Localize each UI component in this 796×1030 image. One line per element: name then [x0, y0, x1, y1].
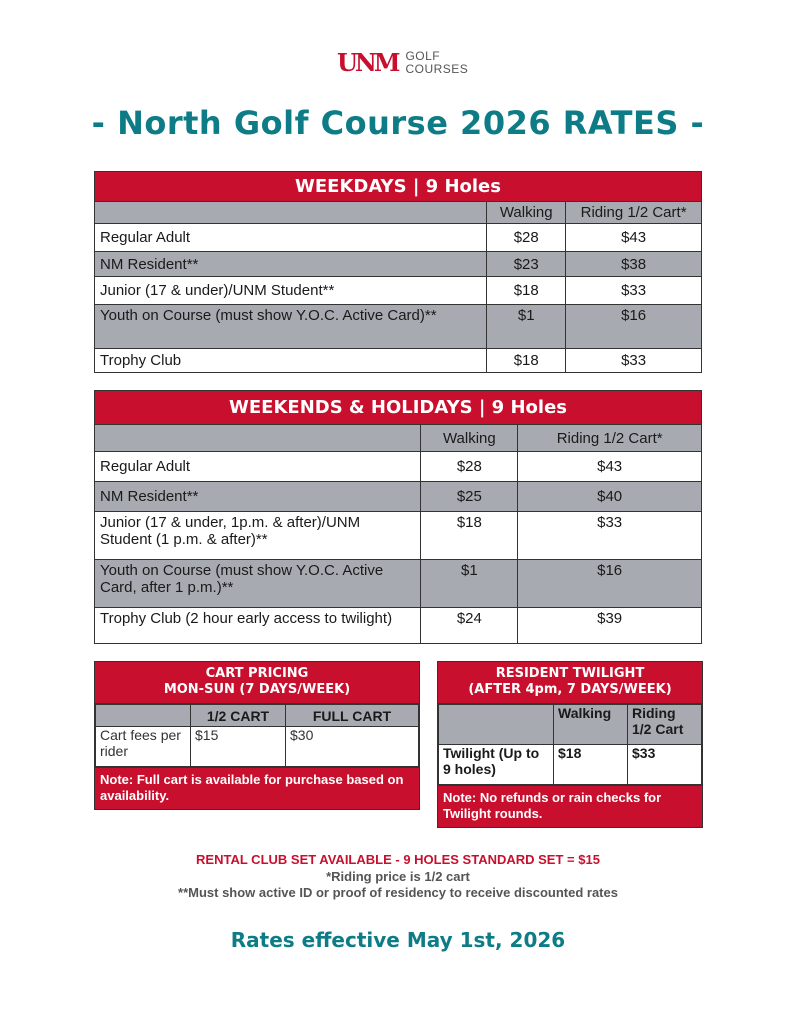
weekends-col-riding: Riding 1/2 Cart*	[518, 425, 702, 452]
rate-label: Regular Adult	[95, 452, 421, 482]
weekends-title: WEEKENDS & HOLIDAYS | 9 Holes	[95, 391, 702, 425]
rate-label: Trophy Club	[95, 349, 487, 373]
cart-row-label: Cart fees per rider	[96, 727, 191, 767]
cart-note: Note: Full cart is available for purchase based on availability.	[95, 767, 419, 809]
walking-price: $24	[421, 608, 518, 644]
table-row	[95, 277, 702, 305]
riding-price: $33	[566, 349, 702, 373]
residency-id-note: **Must show active ID or proof of residency to receive discounted rates	[178, 885, 618, 900]
rate-label: Junior (17 & under)/UNM Student**	[95, 277, 487, 305]
rate-label: Regular Adult	[95, 224, 487, 252]
rate-label: Junior (17 & under, 1p.m. & after)/UNM Student (1 p.m. & after)**	[95, 512, 421, 560]
twilight-table	[438, 704, 702, 785]
rate-label: Youth on Course (must show Y.O.C. Active Card)**	[95, 305, 487, 349]
logo-line-2: COURSES	[405, 62, 469, 76]
table-row	[95, 305, 702, 349]
twilight-note: Note: No refunds or rain checks for Twilight rounds.	[438, 785, 702, 827]
twilight-col-riding: Riding 1/2 Cart	[628, 705, 702, 745]
riding-price: $33	[566, 277, 702, 305]
riding-price: $39	[518, 608, 702, 644]
walking-price: $25	[421, 482, 518, 512]
weekends-col-blank	[95, 425, 421, 452]
twilight-header	[438, 662, 702, 704]
twilight-subtitle: (AFTER 4pm, 7 DAYS/WEEK)	[468, 682, 672, 697]
table-row	[95, 349, 702, 373]
rate-label: NM Resident**	[95, 482, 421, 512]
weekends-col-walking: Walking	[421, 425, 518, 452]
walking-price: $28	[487, 224, 566, 252]
rates-effective-date: Rates effective May 1st, 2026	[230, 928, 566, 952]
table-row	[96, 727, 419, 767]
cart-pricing-box	[94, 661, 420, 810]
rate-label: Youth on Course (must show Y.O.C. Active Card, after 1 p.m.)**	[95, 560, 421, 608]
unm-golf-logo	[337, 46, 468, 80]
rate-label: NM Resident**	[95, 252, 487, 277]
cart-half-price: $15	[191, 727, 286, 767]
page-title: - North Golf Course 2026 RATES -	[91, 104, 705, 142]
rate-label: Trophy Club (2 hour early access to twilight)	[95, 608, 421, 644]
walking-price: $28	[421, 452, 518, 482]
twilight-row-label: Twilight (Up to 9 holes)	[439, 745, 554, 785]
rental-club-note: RENTAL CLUB SET AVAILABLE - 9 HOLES STANDARD SET = $15	[196, 852, 600, 867]
table-row	[95, 224, 702, 252]
weekdays-col-blank	[95, 202, 487, 224]
table-row	[95, 608, 702, 644]
logo-text	[405, 50, 468, 76]
twilight-col-blank	[439, 705, 554, 745]
riding-price: $40	[518, 482, 702, 512]
riding-price-note: *Riding price is 1/2 cart	[326, 869, 470, 884]
walking-price: $18	[487, 349, 566, 373]
cart-pricing-header	[95, 662, 419, 704]
riding-price: $33	[518, 512, 702, 560]
weekdays-col-riding: Riding 1/2 Cart*	[566, 202, 702, 224]
twilight-col-walking: Walking	[554, 705, 628, 745]
table-row	[95, 252, 702, 277]
riding-price: $38	[566, 252, 702, 277]
riding-price: $43	[518, 452, 702, 482]
twilight-riding-price: $33	[628, 745, 702, 785]
table-row	[95, 452, 702, 482]
walking-price: $18	[421, 512, 518, 560]
walking-price: $23	[487, 252, 566, 277]
cart-pricing-title: CART PRICING	[205, 666, 309, 681]
weekdays-rates-table	[94, 171, 702, 373]
twilight-title: RESIDENT TWILIGHT	[495, 666, 645, 681]
riding-price: $16	[566, 305, 702, 349]
table-row	[95, 482, 702, 512]
walking-price: $18	[487, 277, 566, 305]
cart-pricing-table	[95, 704, 419, 767]
cart-full-price: $30	[286, 727, 419, 767]
cart-col-full: FULL CART	[286, 705, 419, 727]
twilight-walking-price: $18	[554, 745, 628, 785]
walking-price: $1	[421, 560, 518, 608]
cart-col-half: 1/2 CART	[191, 705, 286, 727]
cart-col-blank	[96, 705, 191, 727]
table-row	[439, 745, 702, 785]
resident-twilight-box	[437, 661, 703, 828]
weekdays-title: WEEKDAYS | 9 Holes	[95, 172, 702, 202]
logo-line-1: GOLF	[405, 49, 441, 63]
weekdays-col-walking: Walking	[487, 202, 566, 224]
riding-price: $16	[518, 560, 702, 608]
riding-price: $43	[566, 224, 702, 252]
table-row	[95, 512, 702, 560]
table-row	[95, 560, 702, 608]
unm-logo-mark: UNM	[337, 48, 398, 77]
walking-price: $1	[487, 305, 566, 349]
cart-pricing-subtitle: MON-SUN (7 DAYS/WEEK)	[163, 682, 351, 697]
weekends-rates-table	[94, 390, 702, 644]
